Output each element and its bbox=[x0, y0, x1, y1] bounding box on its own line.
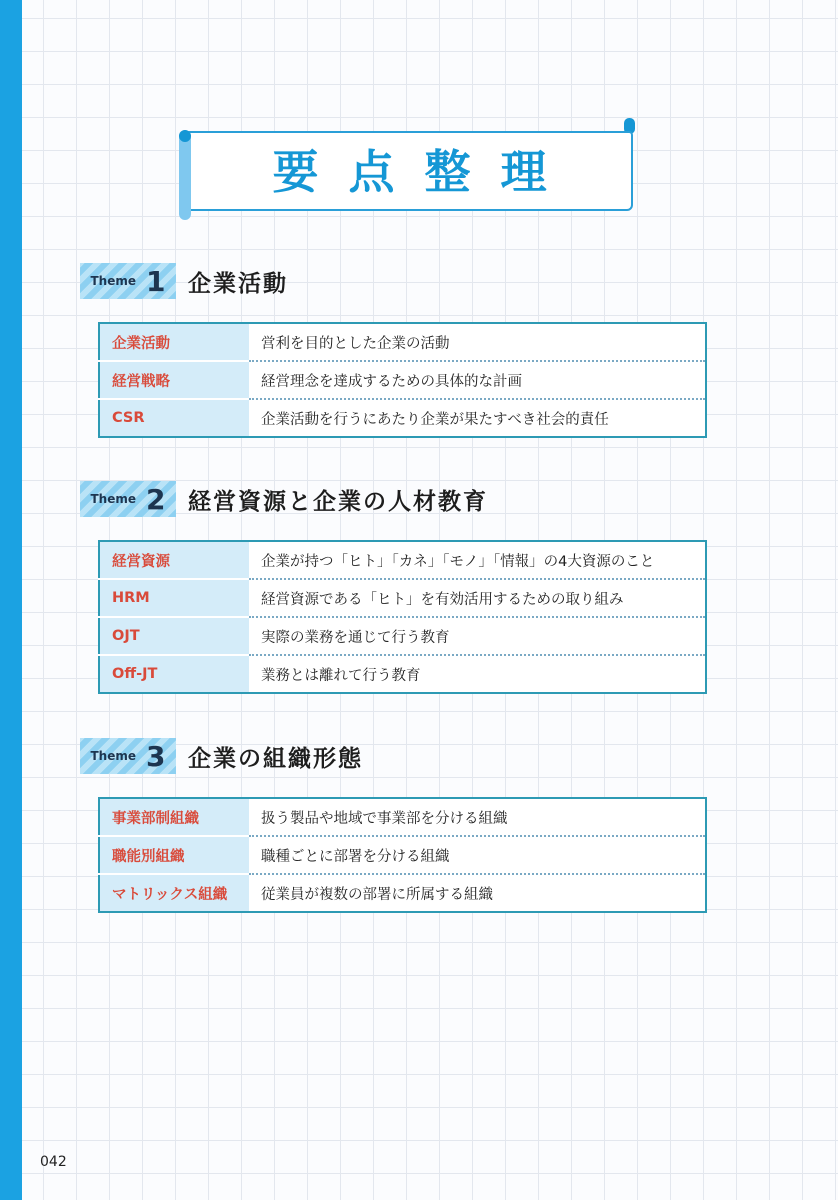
definition: 従業員が複数の部署に所属する組織 bbox=[261, 886, 493, 903]
theme-heading: 企業の組織形態 bbox=[188, 745, 363, 772]
theme-label: Theme bbox=[90, 749, 137, 763]
theme-2-header bbox=[80, 481, 680, 517]
theme-badge bbox=[80, 738, 176, 774]
table-row bbox=[99, 655, 706, 693]
side-color-bar bbox=[0, 0, 22, 1200]
definition: 企業活動を行うにあたり企業が果たすべき社会的責任 bbox=[261, 411, 609, 428]
theme-1-table bbox=[98, 322, 707, 438]
definition: 扱う製品や地域で事業部を分ける組織 bbox=[249, 798, 706, 836]
term: マトリックス組織 bbox=[99, 874, 249, 912]
theme-1-header bbox=[80, 263, 680, 299]
definition: 企業が持つ「ヒト」「カネ」「モノ」「情報」の4大資源のこと bbox=[249, 541, 706, 579]
theme-2-table bbox=[98, 540, 707, 694]
table-row bbox=[99, 798, 706, 836]
definition: 実際の業務を通じて行う教育 bbox=[249, 617, 706, 655]
page-title: 要点整理 bbox=[272, 145, 577, 199]
table-row bbox=[99, 323, 706, 361]
title-banner bbox=[186, 131, 633, 211]
term: 経営戦略 bbox=[99, 361, 249, 399]
theme-number: 2 bbox=[146, 482, 166, 516]
table-row bbox=[99, 874, 706, 912]
definition: 職種ごとに部署を分ける組織 bbox=[249, 836, 706, 874]
term: Off-JT bbox=[99, 655, 249, 693]
table-row bbox=[99, 361, 706, 399]
theme-label: Theme bbox=[90, 492, 137, 506]
definition: 業務とは離れて行う教育 bbox=[261, 667, 421, 684]
definition: 営利を目的とした企業の活動 bbox=[249, 323, 706, 361]
scroll-roll-left bbox=[179, 130, 191, 220]
definition: 経営理念を達成するための具体的な計画 bbox=[249, 361, 706, 399]
definition: 経営資源である「ヒト」を有効活用するための取り組み bbox=[249, 579, 706, 617]
theme-number: 1 bbox=[146, 264, 166, 298]
term: CSR bbox=[99, 399, 249, 437]
table-row bbox=[99, 399, 706, 437]
term: HRM bbox=[99, 579, 249, 617]
theme-badge bbox=[80, 481, 176, 517]
table-row bbox=[99, 617, 706, 655]
term: 事業部制組織 bbox=[99, 798, 249, 836]
theme-3-header bbox=[80, 738, 680, 774]
theme-heading: 企業活動 bbox=[188, 270, 288, 297]
term: 企業活動 bbox=[99, 323, 249, 361]
theme-heading: 経営資源と企業の人材教育 bbox=[188, 488, 488, 515]
theme-3-table bbox=[98, 797, 707, 913]
table-row bbox=[99, 579, 706, 617]
table-row bbox=[99, 541, 706, 579]
term: OJT bbox=[99, 617, 249, 655]
theme-badge bbox=[80, 263, 176, 299]
table-row bbox=[99, 836, 706, 874]
page-number: 042 bbox=[40, 1154, 67, 1170]
term: 経営資源 bbox=[99, 541, 249, 579]
theme-label: Theme bbox=[90, 274, 137, 288]
theme-number: 3 bbox=[146, 739, 166, 773]
term: 職能別組織 bbox=[99, 836, 249, 874]
